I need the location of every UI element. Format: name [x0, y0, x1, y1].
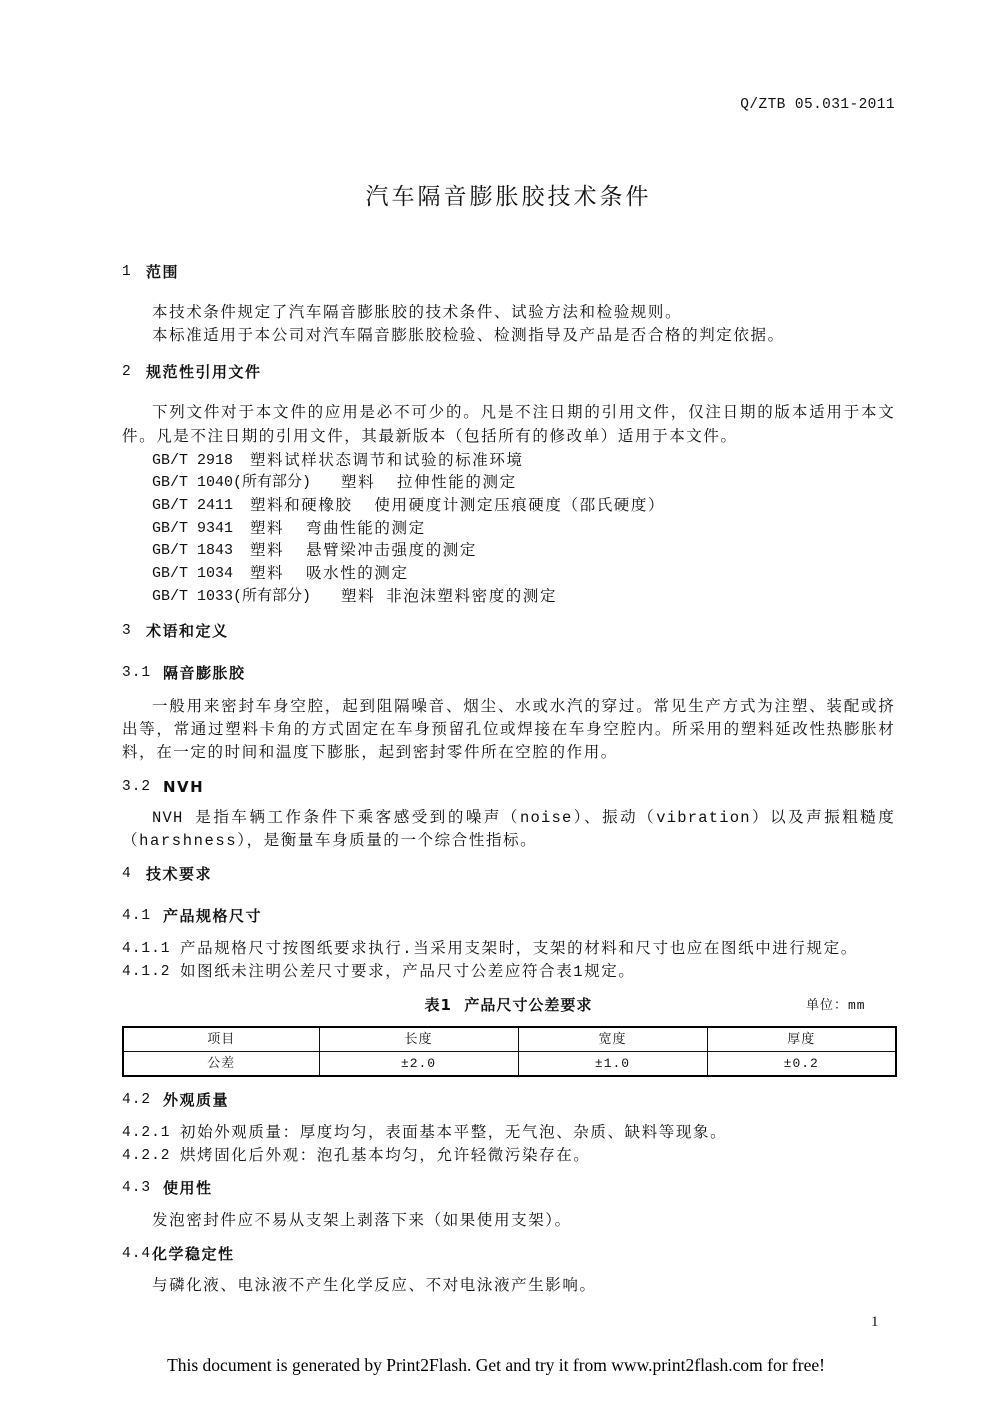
section-title: 化学稳定性	[152, 1245, 235, 1263]
clause-item	[122, 1123, 895, 1143]
section-number: 3.1	[122, 665, 152, 681]
section-number: 4.1	[122, 908, 152, 924]
paragraph-line: （harshness），是衡量车身质量的一个综合性指标。	[122, 832, 538, 850]
table-cell: 公差	[123, 1052, 319, 1077]
clause-text: 初始外观质量：厚度均匀，表面基本平整，无气泡、杂质、缺料等现象。	[180, 1124, 728, 1142]
clause-number: 4.2.1	[122, 1125, 171, 1141]
subsection-4-4-heading	[122, 1244, 895, 1264]
document-code: Q/ZTB 05.031-2011	[740, 97, 895, 113]
reference-title: 塑料 拉伸性能的测定	[341, 474, 517, 492]
section-1-heading	[122, 262, 895, 282]
reference-code: GB/T 1033(所有部分)	[152, 588, 312, 605]
table-header-cell: 项目	[123, 1027, 319, 1052]
table-cell: ±2.0	[319, 1052, 518, 1077]
section-4-heading	[122, 864, 895, 884]
section-title: 外观质量	[163, 1091, 230, 1109]
table-header-row	[123, 1027, 896, 1052]
table-caption: 表1 产品尺寸公差要求	[424, 996, 593, 1014]
section-number: 3.2	[122, 779, 152, 795]
document-title: 汽车隔音膨胀胶技术条件	[365, 184, 652, 210]
clause-item	[122, 939, 895, 959]
reference-item	[152, 587, 895, 607]
table-header-cell: 宽度	[518, 1027, 707, 1052]
subsection-4-1-heading	[122, 906, 895, 926]
paragraph-line: 本标准适用于本公司对汽车隔音膨胀胶检验、检测指导及产品是否合格的判定依据。	[152, 327, 785, 345]
subsection-4-2-heading	[122, 1090, 895, 1110]
section-title: 使用性	[163, 1179, 213, 1197]
section-number: 2	[122, 364, 132, 380]
clause-text: 烘烤固化后外观：泡孔基本均匀，允许轻微污染存在。	[180, 1147, 591, 1165]
paragraph-line: 出等，常通过塑料卡角的方式固定在车身预留孔位或焊接在车身空腔内。所采用的塑料延改性热膨胀材	[122, 721, 895, 739]
paragraph-line: 件。凡是不注日期的引用文件，其最新版本（包括所有的修改单）适用于本文件。	[122, 428, 738, 446]
reference-code: GB/T 2411	[152, 497, 234, 514]
subsection-3-1-heading	[122, 663, 895, 683]
reference-item	[152, 451, 895, 471]
section-title: 技术要求	[146, 865, 213, 883]
section-2-heading	[122, 362, 895, 382]
table-cell: ±1.0	[518, 1052, 707, 1077]
clause-number: 4.1.1	[122, 941, 171, 957]
clause-number: 4.2.2	[122, 1148, 171, 1164]
table-cell: ±0.2	[707, 1052, 896, 1077]
paragraph-line: 下列文件对于本文件的应用是必不可少的。凡是不注日期的引用文件，仅注日期的版本适用于本文	[152, 404, 895, 422]
paragraph-line: NVH 是指车辆工作条件下乘客感受到的噪声（noise）、振动（vibration）以及声振粗糙度	[152, 809, 895, 827]
reference-title: 塑料 弯曲性能的测定	[250, 520, 426, 538]
clause-item	[122, 1146, 895, 1166]
reference-code: GB/T 1034	[152, 565, 234, 582]
reference-title: 塑料 悬臂梁冲击强度的测定	[250, 542, 478, 560]
paragraph-line: 与磷化液、电泳液不产生化学反应、不对电泳液产生影响。	[152, 1277, 597, 1295]
clause-text: 如图纸未注明公差尺寸要求，产品尺寸公差应符合表1规定。	[180, 963, 636, 981]
section-title: 隔音膨胀胶	[163, 664, 246, 682]
section-title: 产品规格尺寸	[163, 907, 263, 925]
section-3-heading	[122, 621, 895, 641]
section-title: 术语和定义	[146, 622, 229, 640]
section-number: 3	[122, 623, 132, 639]
section-number: 4.4	[122, 1246, 152, 1262]
reference-title: 塑料试样状态调节和试验的标准环境	[250, 452, 524, 470]
section-number: 4.3	[122, 1180, 152, 1196]
section-number: 4	[122, 866, 132, 882]
reference-code: GB/T 1040(所有部分)	[152, 474, 312, 491]
table-unit: 单位：mm	[806, 998, 866, 1013]
paragraph-line: 一般用来密封车身空腔，起到阻隔噪音、烟尘、水或水汽的穿过。常见生产方式为注塑、装配或挤	[152, 698, 895, 716]
reference-item	[152, 473, 895, 493]
subsection-4-3-heading	[122, 1178, 895, 1198]
reference-code: GB/T 2918	[152, 452, 234, 469]
paragraph-line: 料，在一定的时间和温度下膨胀，起到密封零件所在空腔的作用。	[122, 744, 618, 762]
page-number: 1	[871, 1314, 879, 1330]
section-title: 范围	[146, 263, 180, 281]
reference-item	[152, 496, 895, 516]
paragraph-line: 本技术条件规定了汽车隔音膨胀胶的技术条件、试验方法和检验规则。	[152, 304, 683, 322]
reference-item	[152, 564, 895, 584]
reference-title: 塑料 非泡沫塑料密度的测定	[341, 588, 558, 606]
reference-item	[152, 519, 895, 539]
table-header-cell: 厚度	[707, 1027, 896, 1052]
clause-number: 4.1.2	[122, 964, 171, 980]
table-row	[123, 1052, 896, 1077]
reference-title: 塑料 吸水性的测定	[250, 565, 409, 583]
subsection-3-2-heading	[122, 777, 895, 797]
reference-item	[152, 541, 895, 561]
reference-code: GB/T 9341	[152, 520, 234, 537]
reference-title: 塑料和硬橡胶 使用硬度计测定压痕硬度（邵氏硬度）	[250, 497, 666, 515]
section-title: 规范性引用文件	[146, 363, 262, 381]
section-title: NVH	[163, 778, 205, 796]
paragraph-line: 发泡密封件应不易从支架上剥落下来（如果使用支架）。	[152, 1212, 572, 1230]
clause-item	[122, 962, 895, 982]
reference-code: GB/T 1843	[152, 542, 234, 559]
section-number: 1	[122, 264, 132, 280]
section-number: 4.2	[122, 1092, 152, 1108]
table-header-cell: 长度	[319, 1027, 518, 1052]
clause-text: 产品规格尺寸按图纸要求执行.当采用支架时，支架的材料和尺寸也应在图纸中进行规定。	[180, 940, 858, 958]
generator-footer: This document is generated by Print2Flash. Get and try it from www.print2flash.com for free!	[167, 1355, 825, 1375]
tolerance-table	[122, 1026, 897, 1077]
